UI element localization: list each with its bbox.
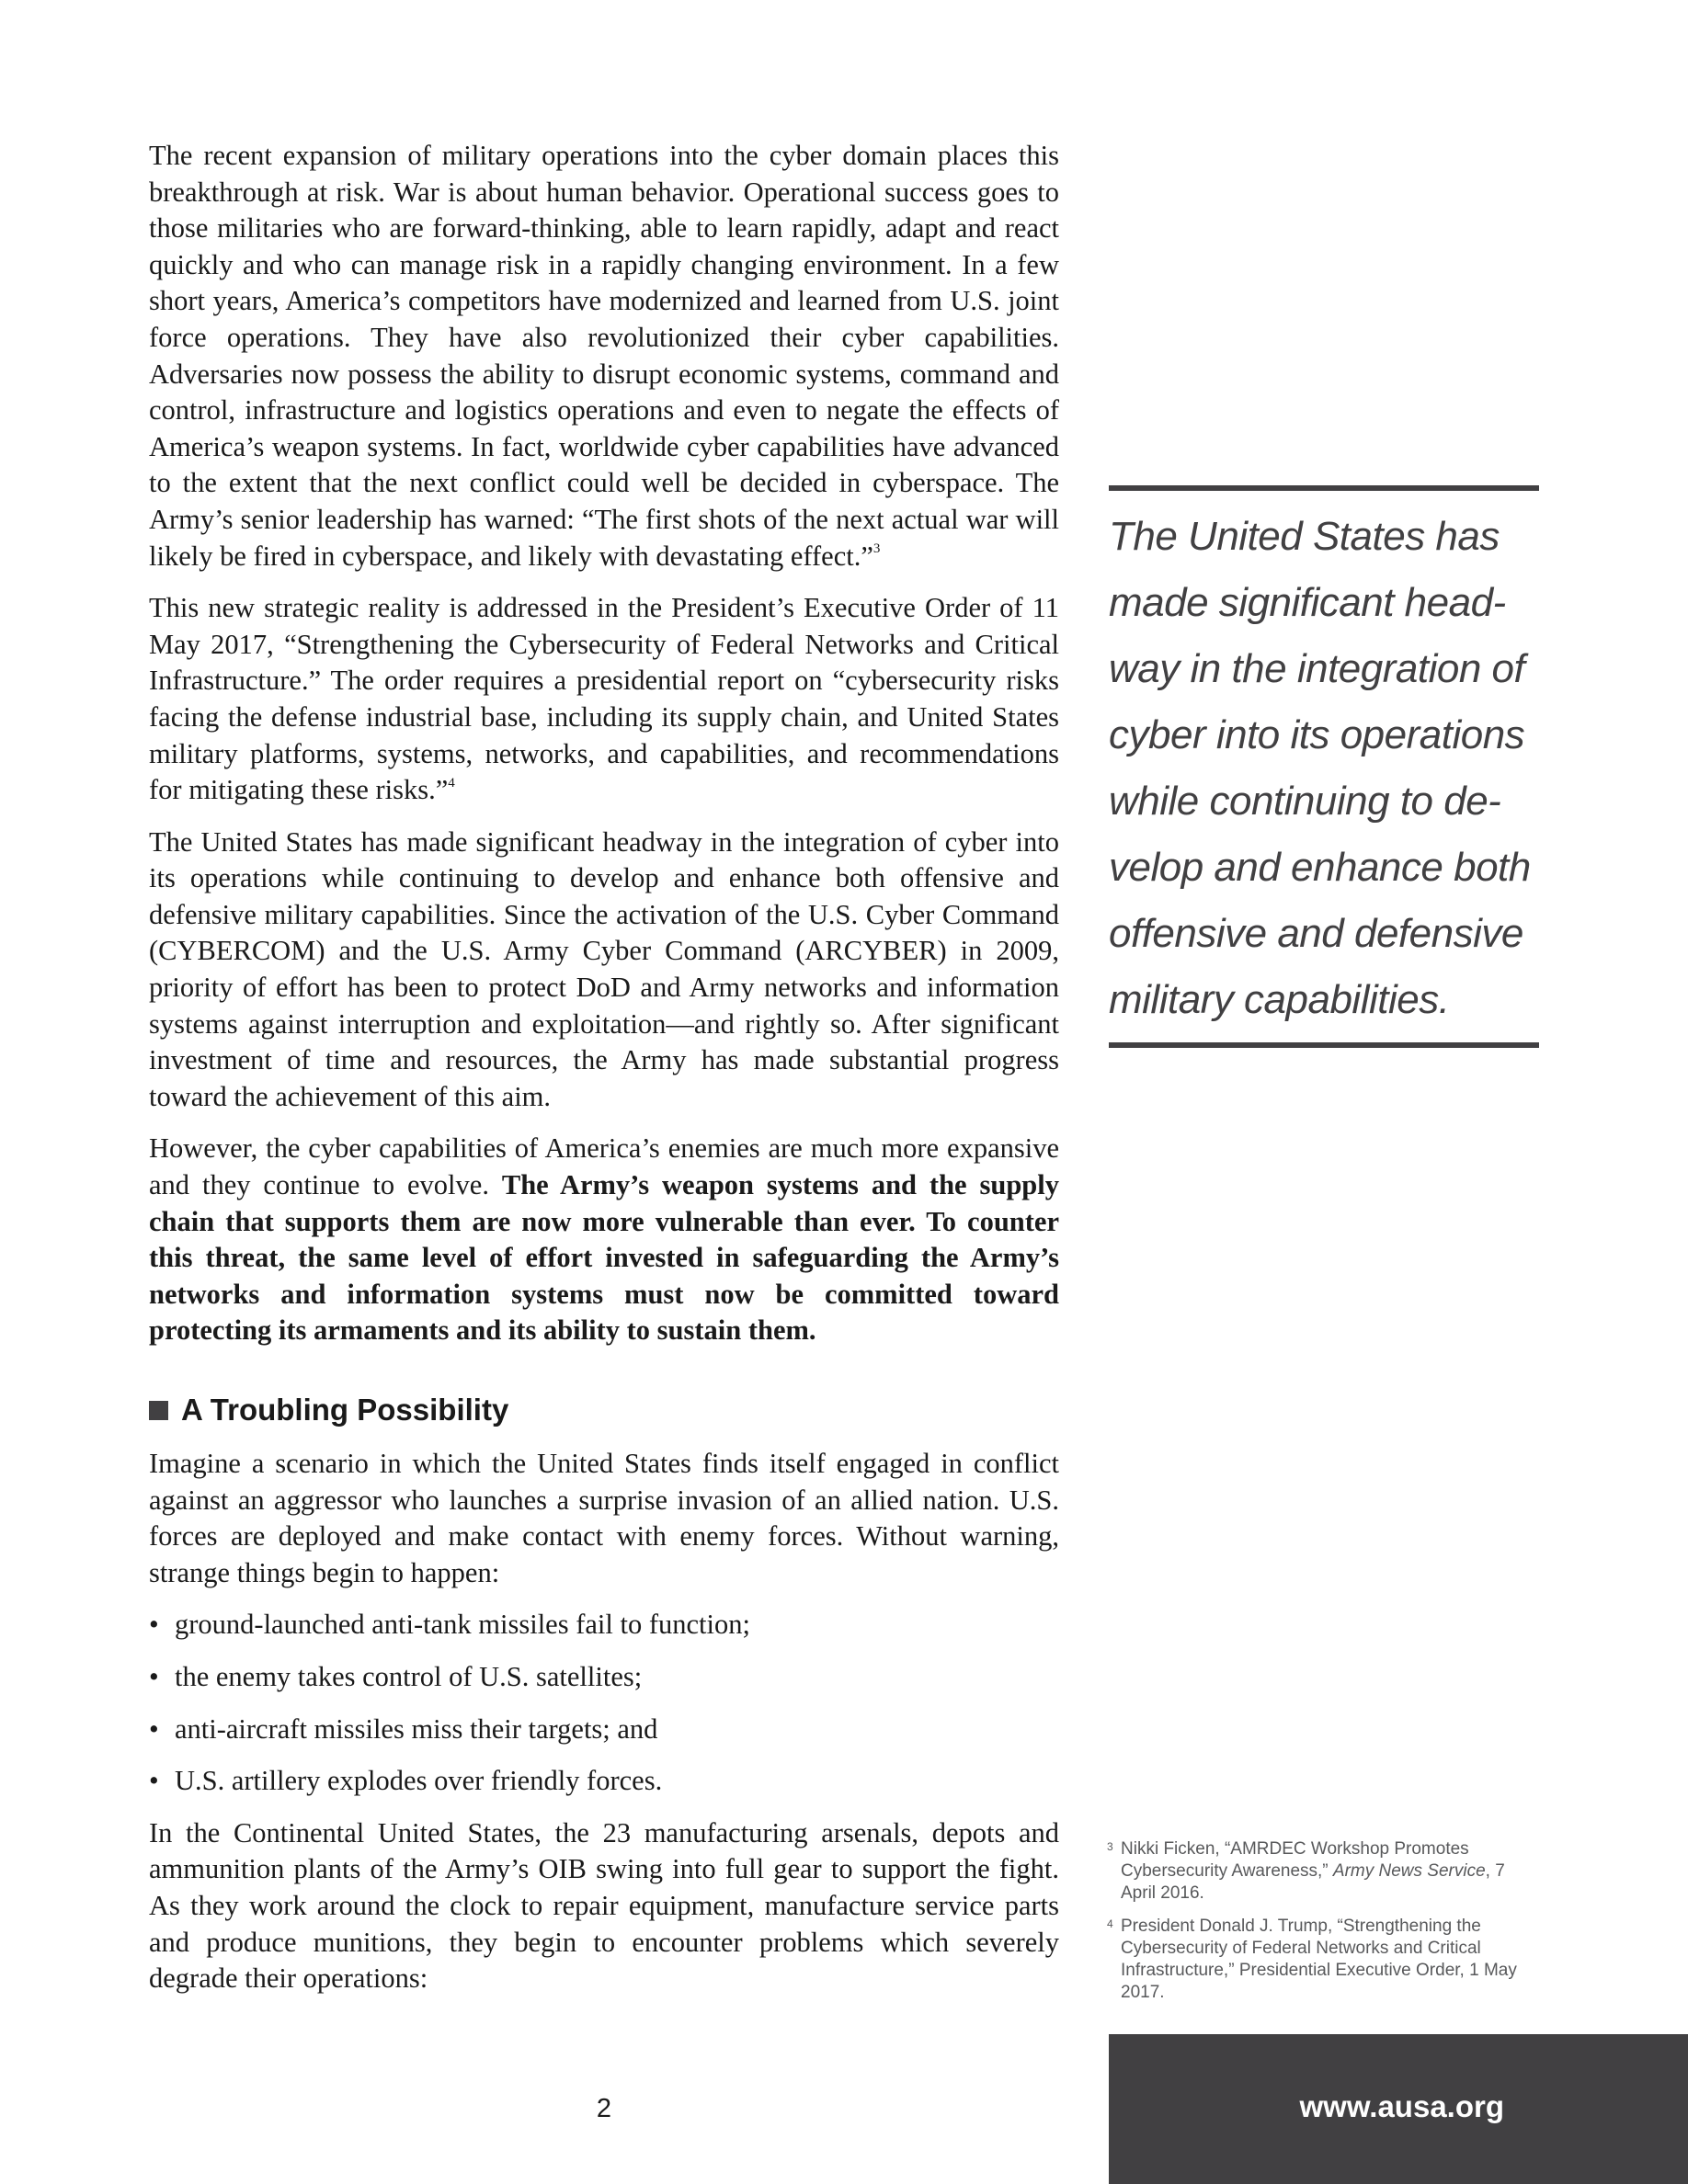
list-item-text: ground-launched anti-tank missiles fail to function; — [175, 1609, 750, 1641]
main-column — [149, 138, 1059, 2013]
bullet-icon: • — [149, 1609, 159, 1641]
body-paragraph — [149, 590, 1059, 809]
footnote-ref[interactable]: 3 — [873, 541, 881, 557]
pull-quote-line: offensive and defensive — [1109, 911, 1523, 956]
footnote-text-part: , 7 April 2016. — [1121, 1861, 1505, 1903]
footnote-text — [1121, 1838, 1530, 1905]
footnote-text — [1121, 1916, 1530, 2004]
paragraph-text: The recent expansion of military operations into the cyber domain places this breakthrough at risk. War is about human behavior. Operational success goes to those militaries who are forward-thinking, able to learn rapidly, adapt and react quickly and who can manage risk in a rapidly changing environment. In a few short years, America’s competitors have modernized and learned from U.S. joint force operations. They have also revolutionized their cyber capabilities. Adversaries now possess the ability to disrupt economic systems, command and control, infrastructure and logistics operations and even to negate the effects of America’s weapon systems. In fact, worldwide cyber capabilities have advanced to the extent that the next conflict could well be decided in cyberspace. The Army’s senior leadership has warned: “The first shots of the next actual war will likely be fired in cyberspace, and likely with devastating effect.” — [149, 140, 1059, 572]
list-item-text: the enemy takes control of U.S. satellites; — [175, 1660, 643, 1692]
section-heading — [149, 1392, 1059, 1428]
list-item-text: anti-aircraft missiles miss their targets; and — [175, 1712, 658, 1745]
pull-quote-line: way in the integration of — [1109, 646, 1525, 691]
emphasis-text: The Army’s weapon systems and the supply chain that supports them are now more vulnerable than ever. To counter this threat, the same level of effort invested in safeguarding the Army’s networks and information systems must now be committed toward protecting its armaments and its ability to sustain them. — [149, 1169, 1059, 1347]
list-item — [149, 1763, 1059, 1800]
page-number: 2 — [596, 2094, 612, 2123]
footnote — [1107, 1916, 1530, 2004]
body-paragraph: The United States has made significant headway in the integration of cyber into its operations while continuing to develop and enhance both offensive and defensive military capabilities. Since the activation of the U.S. Cyber Command (CYBERCOM) and the U.S. Army Cyber Command (ARCYBER) in 2009, priority of effort has been to protect DoD and Army networks and information systems against interruption and exploitation—and rightly so. After significant investment of time and resources, the Army has made substantial progress toward the achievement of this aim. — [149, 825, 1059, 1112]
bullet-icon: • — [149, 1712, 159, 1745]
list-item — [149, 1659, 1059, 1696]
paragraph-text: However, the cyber capabilities of America’s enemies are much more expansive and they continue to evolve. — [149, 1132, 1059, 1201]
footnote-number: 3 — [1107, 1840, 1113, 1853]
footnote-text-part: Nikki Ficken, “AMRDEC Workshop Promotes Cybersecurity Awareness,” — [1121, 1839, 1469, 1881]
footnote-source: Army News Service — [1332, 1861, 1486, 1881]
footer-block — [1109, 2034, 1688, 2184]
pull-quote-line: military capabilities. — [1109, 977, 1450, 1022]
footnote-text-part: President Donald J. Trump, “Strengthening the Cybersecurity of Federal Networks and Critical Infrastructure,” Presidential Executive Order, 1 May 2017. — [1121, 1917, 1517, 2002]
square-bullet-icon — [149, 1401, 168, 1420]
body-paragraph: In the Continental United States, the 23 manufacturing arsenals, depots and ammunition plants of the Army’s OIB swing into full gear to support the fight. As they work around the clock to repair equipment, manufacture service parts and produce munitions, they begin to encounter problems which severely degrade their operations: — [149, 1816, 1059, 1995]
section-heading-text: A Troubling Possibility — [181, 1393, 509, 1427]
list-item — [149, 1712, 1059, 1748]
body-paragraph — [149, 1131, 1059, 1349]
bullet-icon: • — [149, 1765, 159, 1797]
pull-quote-line: velop and enhance both — [1109, 845, 1531, 890]
bullet-list — [149, 1607, 1059, 1799]
pull-quote-line: cyber into its operations — [1109, 712, 1525, 757]
footnote-ref[interactable]: 4 — [448, 775, 455, 791]
bullet-icon: • — [149, 1660, 159, 1692]
pull-quote-line: made significant head- — [1109, 580, 1506, 625]
footnote — [1107, 1838, 1530, 1905]
footnotes — [1107, 1838, 1530, 2015]
body-paragraph: Imagine a scenario in which the United States finds itself engaged in conflict against an aggressor who launches a surprise invasion of an allied nation. U.S. forces are deployed and make contact with enemy forces. Without warning, strange things begin to happen: — [149, 1448, 1059, 1588]
footnote-number: 4 — [1107, 1917, 1113, 1930]
paragraph-text: This new strategic reality is addressed in the President’s Executive Order of 11 May 2017, “Strengthening the Cybersecurity of Federal Networks and Critical Infrastructure.” The order requires a presidential report on “cybersecurity risks facing the defense industrial base, including its supply chain, and United States military platforms, systems, networks, and capabilities, and recommendations for mitigating these risks.” — [149, 592, 1059, 806]
pull-quote-line: The United States has — [1109, 514, 1500, 559]
pull-quote-line: while continuing to de- — [1109, 779, 1501, 824]
pull-quote — [1109, 485, 1539, 1048]
body-paragraph — [149, 138, 1059, 574]
list-item — [149, 1607, 1059, 1644]
website-link[interactable]: www.ausa.org — [1299, 2089, 1504, 2123]
list-item-text: U.S. artillery explodes over friendly forces. — [175, 1765, 663, 1797]
